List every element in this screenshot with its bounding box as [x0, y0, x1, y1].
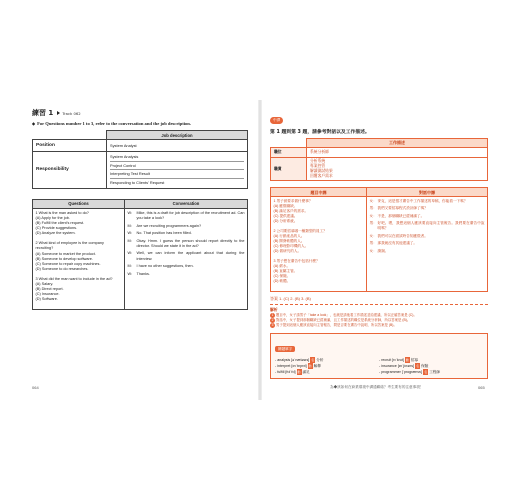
question-option: (C) 保險。 — [273, 273, 291, 278]
question-option: (B) 滿足客戶的需求。 — [273, 208, 309, 213]
vocab-item: - analysis [əˈnæləsɪs] 名 分析 — [275, 357, 324, 362]
question-option: (A) Salary. — [35, 281, 54, 286]
vocab-meaning: 招募 — [410, 357, 419, 362]
speaker: M: — [127, 264, 132, 269]
analysis-item — [270, 323, 488, 328]
translation-badge: 中譯 — [270, 117, 283, 123]
conversation-line — [128, 239, 245, 249]
vocabulary-grid — [275, 357, 483, 375]
line-text: No. That position has been filled. — [136, 231, 192, 236]
vocab-meaning: 工程師 — [429, 369, 440, 374]
line-text: Okay. Hmm. I guess the person should report directly to the director. Should we state it in the ad? — [136, 238, 245, 248]
conversation-line — [128, 231, 245, 236]
analysis-text: 男子提到這個人應該直接向主管報告，問是否要在廣告中說明，所以答案是 (B)。 — [276, 322, 397, 327]
conversation-line — [128, 264, 245, 269]
question-stem: 1 What is the man asked to do? — [35, 210, 89, 215]
audio-track[interactable] — [57, 111, 80, 116]
conversation-line — [370, 206, 485, 211]
duty-item: 解讀測試結果 — [310, 169, 333, 174]
vocab-item: - programmer [ˈprogræmɚ] 名 工程師 — [379, 369, 440, 374]
answers: 答案 1. (C) 2. (B) 3. (B) — [270, 296, 488, 305]
responsibility-item: Interpreting Test Result — [110, 170, 244, 179]
speaker: 女： — [369, 248, 377, 253]
conversation-translation-cell — [367, 196, 488, 291]
speaker: W: — [127, 251, 133, 256]
job-translation-header: 工作描述 — [307, 139, 488, 148]
responsibility-list — [107, 151, 248, 188]
part-of-speech: 動 — [297, 369, 301, 374]
question-option: (B) 開發軟體的人。 — [273, 238, 305, 243]
position-label: Position — [33, 140, 107, 152]
speaker: M: — [127, 238, 132, 243]
responsibility-item: System Analysis — [110, 153, 244, 162]
question-option: (D) 軟體。 — [273, 278, 291, 283]
vocab-item: - fulfill [fʊlˈfɪl] 動 滿足 — [275, 369, 310, 374]
conversation-line — [370, 214, 485, 219]
question-option: (D) 做研究的人。 — [273, 248, 302, 253]
part-of-speech: 名 — [424, 369, 428, 374]
diamond-icon: ◆ — [32, 121, 36, 126]
speaker: W: — [127, 271, 133, 276]
part-of-speech: 名 — [311, 357, 315, 362]
part-of-speech: 名 — [416, 363, 420, 368]
job-description-translation-table — [270, 138, 488, 181]
analysis-text: 對話中，女子提到那個職缺已經補滿，且工作描述的職位是系統分析師，所以答案是 (B)。 — [276, 317, 411, 322]
question-2 — [36, 241, 122, 272]
line-text: Well, we can inform the applicant about that during the interview. — [136, 251, 245, 261]
questions-conversation-table — [32, 199, 248, 310]
questions-translation-cell — [271, 196, 367, 291]
analysis-text: 題目中，女子請男子「take a look」，也就是請他看工作描述並給建議，所以正確答案是 (C)。 — [276, 312, 417, 317]
question-translation-1 — [274, 199, 364, 224]
questions-translation-header: 題目中譯 — [271, 188, 367, 196]
vocab-word: fulfill [fʊlˈfɪl] — [277, 369, 296, 374]
line-text: Mike, this is a draft for job description of the recruitment ad. Can you take a look? — [136, 210, 245, 220]
left-page — [32, 108, 248, 398]
translation-table — [270, 187, 488, 291]
question-option: (A) Someone to market the product. — [35, 251, 96, 256]
book-gutter — [258, 100, 262, 400]
analysis-label: 解析 — [270, 307, 278, 312]
conversation-line — [128, 224, 245, 229]
part-of-speech: 動 — [405, 357, 409, 362]
line-text: I have no other suggestions, then. — [136, 264, 194, 269]
question-stem: 1 男子被要求做什麼事？ — [273, 198, 313, 203]
question-option: (C) 提供建議。 — [273, 213, 298, 218]
responsibility-label: Responsibility — [33, 151, 107, 188]
speaker: 女： — [369, 233, 377, 238]
speaker: 女： — [369, 213, 377, 218]
number-badge: 2 — [271, 317, 274, 322]
vocab-meaning: 解釋 — [313, 363, 321, 368]
question-stem: 2 What kind of employee is the company recruiting? — [35, 241, 104, 251]
question-option: (B) Someone to develop software. — [35, 256, 93, 261]
questions-cell — [33, 208, 125, 310]
left-page-number: 064 — [32, 385, 39, 390]
line-text: Are we recruiting programmers again? — [136, 223, 202, 228]
vocab-meaning: 分析 — [316, 357, 324, 362]
right-heading: 第 1 題到第 3 題，請參考對話以及工作描述。 — [270, 130, 370, 135]
line-text: 那我就沒有其他建議了。 — [377, 241, 418, 246]
practice-title-text: 練習 1 — [32, 109, 54, 117]
duty-list-zh — [307, 158, 488, 181]
question-stem: 3 男子想在廣告中包括什麼？ — [273, 258, 320, 263]
question-option: (B) Fulfill the client's request. — [35, 221, 85, 226]
question-translation-3 — [274, 259, 364, 284]
instruction — [32, 121, 248, 126]
duty-item: 專案控管 — [310, 164, 326, 169]
question-1 — [36, 211, 122, 236]
right-page — [270, 108, 488, 398]
conversation-line — [370, 249, 485, 254]
conversation-header: Conversation — [125, 199, 248, 208]
line-text: 麥克，這是徵才廣告中工作描述的草稿，你能看一下嗎？ — [377, 198, 468, 203]
vocab-word: programmer [ˈprogræmɚ] — [381, 369, 423, 374]
question-option: (C) 修理影印機的人。 — [273, 243, 309, 248]
responsibility-item: Project Control — [110, 162, 244, 171]
speaker: W: — [127, 231, 133, 236]
question-option: (D) Someone to do researches. — [35, 266, 89, 271]
duty-item: 分析系統 — [310, 159, 326, 164]
responsibility-item: Responding to Clients' Request — [110, 179, 165, 185]
speaker: 男： — [369, 221, 377, 226]
line-text: 我們可以在面試時告知應徵者。 — [377, 233, 428, 238]
question-stem: 2 公司要招募哪一種類型的員工？ — [273, 228, 327, 233]
conversation-translation-header: 對話中譯 — [367, 188, 488, 196]
right-page-number: 065 — [478, 385, 485, 390]
line-text: Thanks. — [136, 271, 151, 276]
question-option: (C) Provide suggestions. — [35, 226, 78, 231]
conversation-cell — [125, 208, 248, 310]
question-option: (D) Software. — [35, 297, 58, 302]
right-footer: 為◆該如何在商業環境中溝通聯絡？考生要有的注意事項！ — [330, 385, 424, 389]
job-description-table — [32, 130, 248, 189]
question-option: (B) 直屬主管。 — [273, 268, 298, 273]
vocab-item: - interpret [ɪnˈtɝprɪt] 動 解釋 — [275, 363, 321, 368]
speaker: 男： — [369, 241, 377, 246]
question-3 — [36, 277, 122, 302]
question-option: (D) Analyze the system. — [35, 231, 76, 236]
conversation-line — [370, 221, 485, 231]
vocab-meaning: 滿足 — [302, 369, 310, 374]
vocab-meaning: 保險 — [421, 363, 429, 368]
line-text: 我們又要招募程式設計師了嗎？ — [377, 206, 428, 211]
vocabulary-box — [270, 333, 488, 379]
duty-item: 回覆客戶需求 — [310, 174, 333, 179]
line-text: 謝謝。 — [377, 248, 389, 253]
position-value: System Analyst — [107, 140, 248, 152]
number-badge: 3 — [271, 322, 274, 327]
question-option: (A) 行銷產品的人。 — [273, 233, 305, 238]
speaker: 女： — [369, 198, 377, 203]
question-translation-2 — [274, 229, 364, 254]
vocab-item: - insurance [ɪnˈʃʊrəns] 名 保險 — [379, 363, 429, 368]
vocabulary-title: 關鍵單字 — [275, 346, 295, 352]
conversation-line — [128, 272, 245, 277]
instruction-text: For Questions number 1 to 3, refer to the conversation and the job description. — [37, 121, 192, 126]
vocab-word: analysis [əˈnæləsɪs] — [277, 357, 310, 362]
duty-label-zh: 職責 — [271, 158, 307, 181]
vocab-word: interpret [ɪnˈtɝprɪt] — [277, 363, 307, 368]
question-option: (C) Someone to repair copy machines. — [35, 261, 101, 266]
line-text: 好吧。嗯，我想這個人應該要直接向主管報告。我們要在廣告中說明嗎？ — [377, 221, 485, 231]
question-option: (A) Apply for the job. — [35, 215, 70, 220]
position-label-zh: 職位 — [271, 148, 307, 158]
speaker: W: — [127, 210, 133, 215]
practice-title — [32, 108, 248, 118]
conversation-line — [370, 234, 485, 239]
vocab-item: - recruit [rɪˈkrut] 動 招募 — [379, 357, 419, 362]
job-table-header: Job description — [107, 131, 248, 140]
part-of-speech: 動 — [308, 363, 312, 368]
play-icon — [57, 111, 60, 115]
speaker: M: — [127, 223, 132, 228]
vocab-word: recruit [rɪˈkrut] — [381, 357, 404, 362]
speaker: 男： — [369, 206, 377, 211]
position-value-zh: 系統分析師 — [307, 148, 488, 158]
question-option: (B) Direct report. — [35, 287, 64, 292]
track-label: Track 062 — [62, 110, 81, 116]
questions-header: Questions — [33, 199, 125, 208]
question-stem: 3 What did the man want to include in the ad? — [35, 276, 113, 281]
conversation-line — [370, 241, 485, 246]
question-option: (C) Insurance. — [35, 292, 60, 297]
conversation-line — [128, 251, 245, 261]
question-option: (A) 薪水。 — [273, 263, 291, 268]
line-text: 不是，那個職缺已經補滿了。 — [377, 213, 425, 218]
vocab-word: insurance [ɪnˈʃʊrəns] — [381, 363, 415, 368]
analysis-list — [270, 313, 488, 328]
number-badge: 1 — [271, 312, 274, 317]
conversation-line — [128, 211, 245, 221]
question-option: (D) 分析系統。 — [273, 218, 298, 223]
conversation-line — [370, 199, 485, 204]
question-option: (A) 應徵職缺。 — [273, 203, 298, 208]
